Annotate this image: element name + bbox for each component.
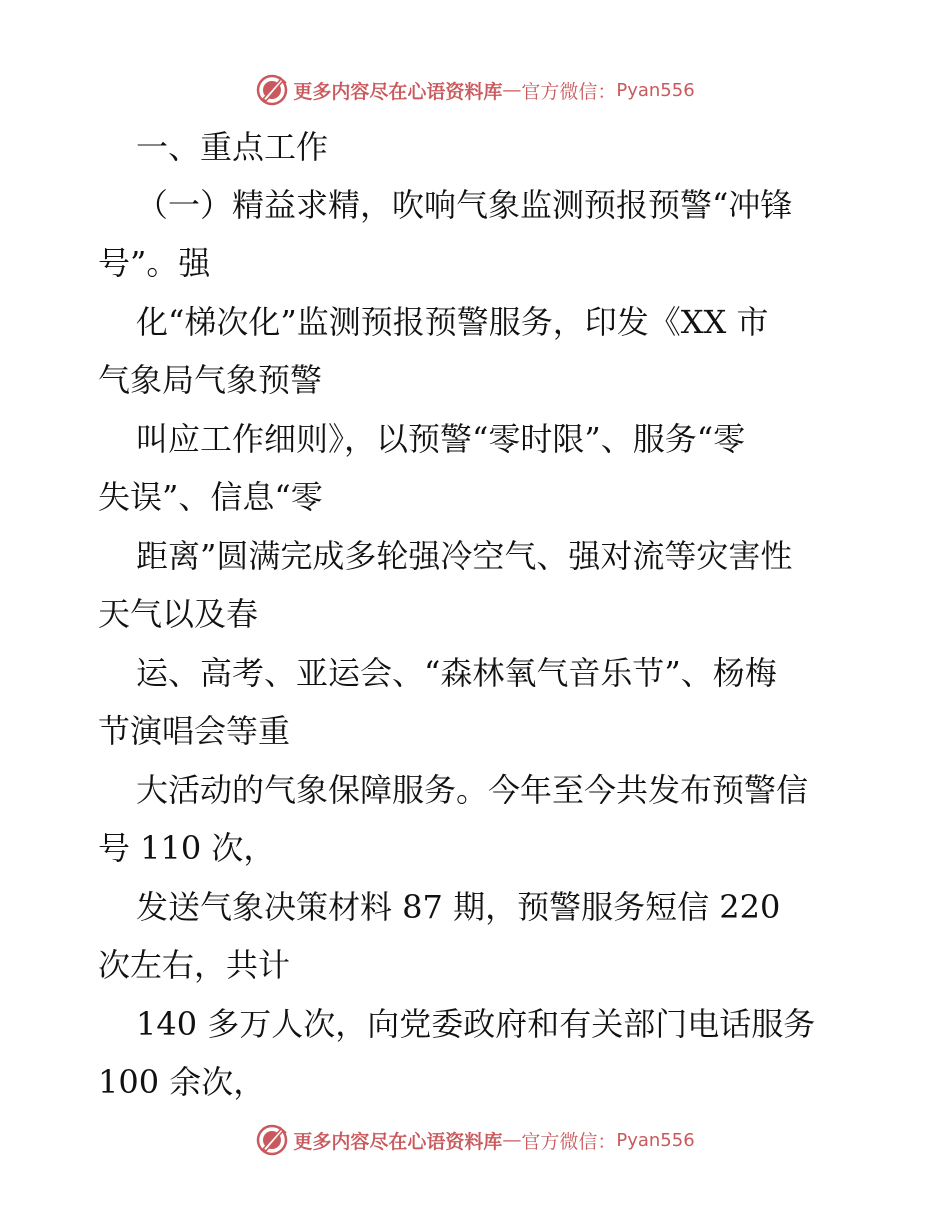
paragraph-line: 节演唱会等重 xyxy=(98,712,291,750)
paragraph-line: 140 多万人次，向党委政府和有关部门电话服务 xyxy=(136,1005,816,1043)
paragraph-line: 大活动的气象保障服务。今年至今共发布预警信 xyxy=(136,771,809,809)
paragraph-line: 叫应工作细则》，以预警“零时限”、服务“零 xyxy=(136,420,746,458)
quill-seal-icon xyxy=(255,73,289,107)
paragraph-line: 100 余次， xyxy=(98,1063,266,1101)
paragraph-line: 距离”圆满完成多轮强冷空气、强对流等灾害性 xyxy=(136,537,793,575)
paragraph-line: 化“梯次化”监测预报预警服务，印发《XX 市 xyxy=(136,303,769,341)
paragraph-line: 发送气象决策材料 87 期，预警服务短信 220 xyxy=(136,888,781,926)
header-watermark-banner xyxy=(0,70,950,110)
footer-watermark-banner xyxy=(0,1120,950,1160)
section-heading: 一、重点工作 xyxy=(136,128,329,166)
banner-wechat-label: 官方微信： xyxy=(521,80,617,103)
banner-brand-text: 更多内容尽在心语资料库 xyxy=(293,80,503,103)
paragraph-line: 天气以及春 xyxy=(98,595,259,633)
quill-seal-icon xyxy=(255,1123,289,1157)
banner-dash: — xyxy=(502,1129,522,1151)
banner-wechat-label: 官方微信： xyxy=(521,1130,617,1153)
paragraph-line: 号 110 次， xyxy=(98,829,276,867)
banner-dash: — xyxy=(502,79,522,101)
paragraph-line: 失误”、信息“零 xyxy=(98,478,323,516)
paragraph-line: 号”。强 xyxy=(98,244,211,282)
banner-wechat-id: Pyan556 xyxy=(616,79,695,101)
paragraph-line: 运、高考、亚运会、“森林氧气音乐节”、杨梅 xyxy=(136,654,777,692)
banner-brand-text: 更多内容尽在心语资料库 xyxy=(293,1130,503,1153)
banner-wechat-id: Pyan556 xyxy=(616,1129,695,1151)
paragraph-line: 气象局气象预警 xyxy=(98,361,323,399)
paragraph-line: 次左右，共计 xyxy=(98,946,291,984)
paragraph-line: （一）精益求精，吹响气象监测预报预警“冲锋 xyxy=(136,186,793,224)
